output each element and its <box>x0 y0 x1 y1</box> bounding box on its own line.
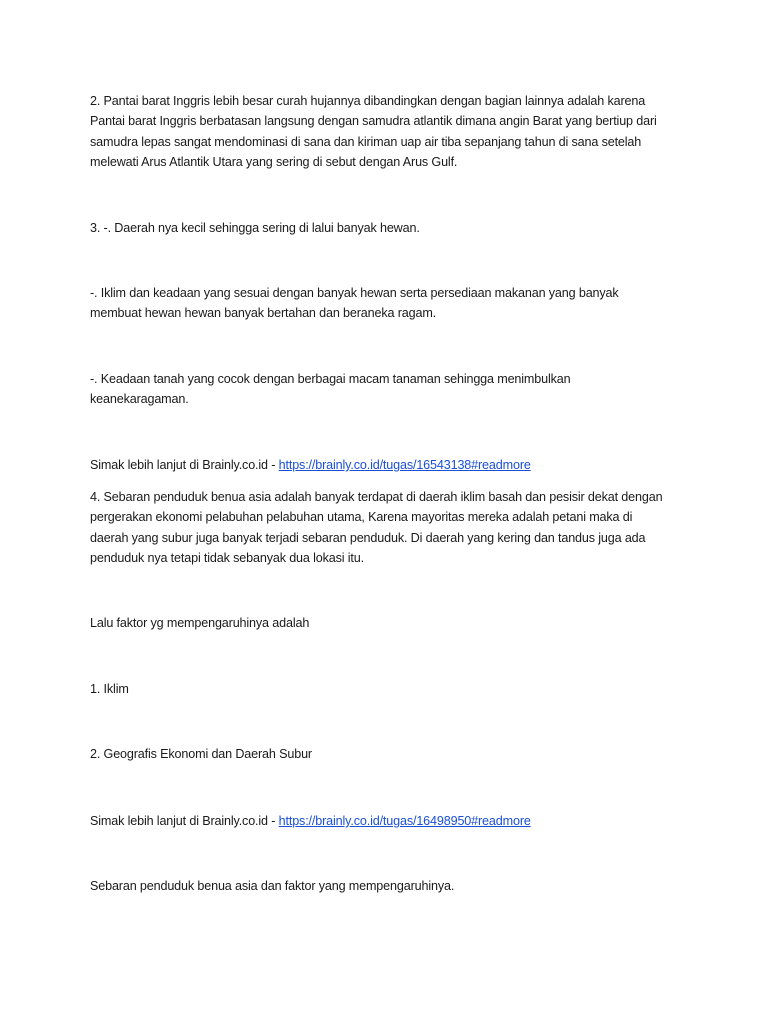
readmore-link-2[interactable]: https://brainly.co.id/tugas/16498950#readmore <box>278 814 531 828</box>
text-line: samudra lepas sangat mendominasi di sana dan kiriman uap air tiba sepanjang tahun di sana setelah <box>90 134 642 149</box>
text-line: -. Iklim dan keadaan yang sesuai dengan banyak hewan serta persediaan makanan yang banyak <box>90 286 619 300</box>
readmore-prefix: Simak lebih lanjut di Brainly.co.id - <box>90 458 279 472</box>
text-line: 1. Iklim <box>90 682 129 696</box>
text-line: melewati Arus Atlantik Utara yang sering di sebut dengan Arus Gulf. <box>90 154 458 169</box>
text-line: 2. Geografis Ekonomi dan Daerah Subur <box>90 747 312 761</box>
readmore-prefix: Simak lebih lanjut di Brainly.co.id - <box>90 814 279 828</box>
paragraph-iklim <box>90 283 690 324</box>
text-line: keanekaragaman. <box>90 392 189 407</box>
faktor-intro <box>90 613 690 633</box>
text-line: 2. Pantai barat Inggris lebih besar curah hujannya dibandingkan dengan bagian lainnya adalah karena <box>90 94 646 108</box>
faktor-item-2 <box>90 744 690 764</box>
text-line: daerah yang subur juga banyak terjadi sebaran penduduk. Di daerah yang kering dan tandus juga ada <box>90 530 646 545</box>
text-line: pergerakan ekonomi pelabuhan pelabuhan utama, Karena mayoritas mereka adalah petani maka di <box>90 510 633 525</box>
text-line: Pantai barat Inggris berbatasan langsung dengan samudra atlantik dimana angin Barat yang bertiup dari <box>90 114 657 129</box>
paragraph-answer-3 <box>90 218 690 238</box>
text-line: 3. -. Daerah nya kecil sehingga sering di lalui banyak hewan. <box>90 221 420 235</box>
text-line: membuat hewan hewan banyak bertahan dan beraneka ragam. <box>90 306 437 321</box>
text-line: Lalu faktor yg mempengaruhinya adalah <box>90 616 310 630</box>
text-line: -. Keadaan tanah yang cocok dengan berbagai macam tanaman sehingga menimbulkan <box>90 372 571 386</box>
paragraph-answer-2 <box>90 91 690 172</box>
text-line: Sebaran penduduk benua asia dan faktor yang mempengaruhinya. <box>90 879 455 893</box>
text-line: 4. Sebaran penduduk benua asia adalah banyak terdapat di daerah iklim basah dan pesisir dekat dengan <box>90 490 663 504</box>
closing-line <box>90 876 690 896</box>
readmore-link-1[interactable]: https://brainly.co.id/tugas/16543138#readmore <box>278 458 531 472</box>
paragraph-tanah <box>90 369 690 410</box>
readmore-line-2 <box>90 811 690 831</box>
faktor-item-1 <box>90 679 690 699</box>
paragraph-answer-4 <box>90 487 690 568</box>
readmore-line-1 <box>90 455 690 475</box>
text-line: penduduk nya tetapi tidak sebanyak dua lokasi itu. <box>90 550 364 565</box>
